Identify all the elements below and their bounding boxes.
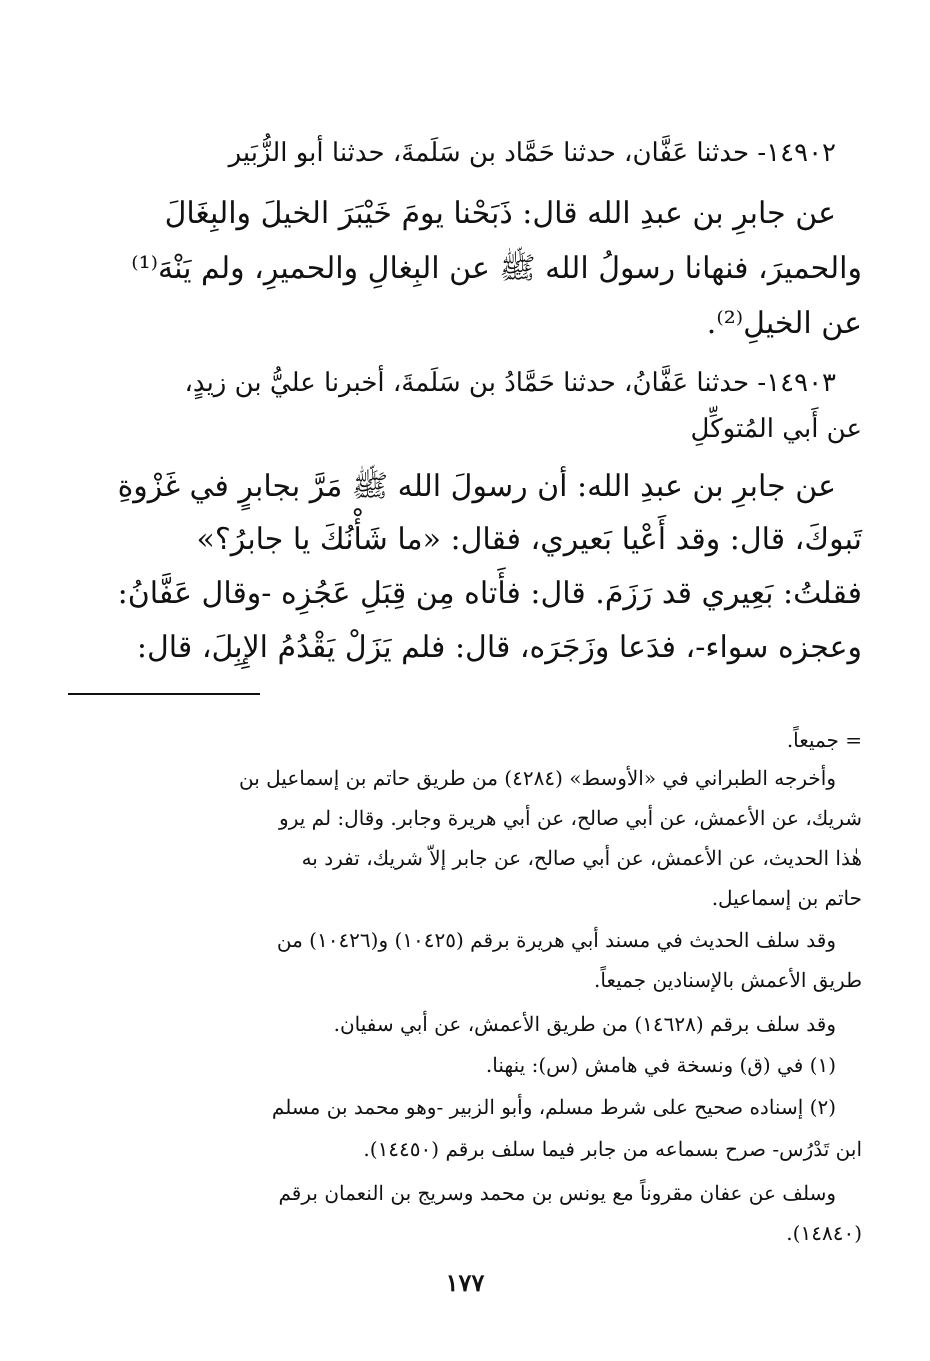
footnote-line: وقد سلف الحديث في مسند أبي هريرة برقم (١٠٤٢٥) و(١٠٤٢٦) من	[276, 928, 836, 952]
hadith-14903-text-line-1: عن جابرِ بن عبدِ الله: أن رسولَ الله ﷺ مَرَّ بجابرٍ في غَزْوةِ	[117, 469, 836, 504]
footnote-line: هٰذا الحديث، عن الأعمش، عن أبي صالح، عن جابر إلاّ شريك، تفرد به	[301, 846, 862, 870]
page-number: ١٧٧	[445, 1268, 485, 1297]
footnote-line: = جميعاً.	[786, 728, 862, 752]
hadith-14903-header-line-2: عن أَبي المُتوكِّلِ	[690, 414, 862, 444]
footnote-line: وسلف عن عفان مقروناً مع يونس بن محمد وسريج بن النعمان برقم	[278, 1181, 836, 1205]
hadith-14903-header-line-1: ١٤٩٠٣- حدثنا عَفَّانُ، حدثنا حَمَّادُ بن سَلَمةَ، أخبرنا عليُّ بن زيدٍ،	[184, 368, 836, 398]
footnote-line: شريك، عن الأعمش، عن أبي صالح، عن أبي هريرة وجابر. وقال: لم يرو	[279, 806, 862, 830]
hadith-14902-header: ١٤٩٠٢- حدثنا عَفَّان، حدثنا حَمَّاد بن سَلَمةَ، حدثنا أبو الزُّبَير	[228, 138, 836, 168]
footnote-line: وأخرجه الطبراني في «الأوسط» (٤٢٨٤) من طريق حاتم بن إسماعيل بن	[239, 766, 836, 790]
hadith-14903-text-line-4: وعجزه سواء-، فدَعا وزَجَرَه، قال: فلم يَزَلْ يَقْدُمُ الإِبِلَ، قال:	[136, 630, 862, 665]
hadith-14902-text-line-1: عن جابرِ بن عبدِ الله قال: ذَبَحْنا يومَ خَيْبَرَ الخيلَ والبِغَالَ	[164, 196, 836, 231]
footnote-line: ابن تَدْرُس- صرح بسماعه من جابر فيما سلف برقم (١٤٤٥٠).	[363, 1137, 862, 1161]
hadith-14902-text-line-3: عن الخيلِ⁽²⁾.	[706, 306, 862, 341]
hadith-14902-text-line-2: والحميرَ، فنهانا رسولُ الله ﷺ عن البِغالِ والحميرِ، ولم يَنْهَ⁽¹⁾	[131, 251, 862, 286]
footnote-line: (١٤٨٤٠).	[786, 1221, 862, 1245]
footnote-line: طريق الأعمش بالإسنادين جميعاً.	[594, 968, 862, 992]
footnote-ref-2: (٢) إسناده صحيح على شرط مسلم، وأبو الزبير -وهو محمد بن مسلم	[271, 1095, 836, 1119]
footnote-line: وقد سلف برقم (١٤٦٢٨) من طريق الأعمش، عن أبي سفيان.	[333, 1012, 836, 1036]
footnote-line: حاتم بن إسماعيل.	[711, 886, 862, 910]
footnote-ref-1: (١) في (ق) ونسخة في هامش (س): ينهنا.	[485, 1053, 836, 1077]
hadith-14903-text-line-2: تَبوكَ، قال: وقد أَعْيا بَعيري، فقال: «ما شَأْنُكَ يا جابرُ؟»	[196, 522, 862, 557]
hadith-14903-text-line-3: فقلتُ: بَعِيري قد رَزَمَ. قال: فأَتاه مِن قِبَلِ عَجُزِه -وقال عَفَّانُ:	[117, 576, 862, 611]
footnote-separator	[68, 693, 260, 695]
